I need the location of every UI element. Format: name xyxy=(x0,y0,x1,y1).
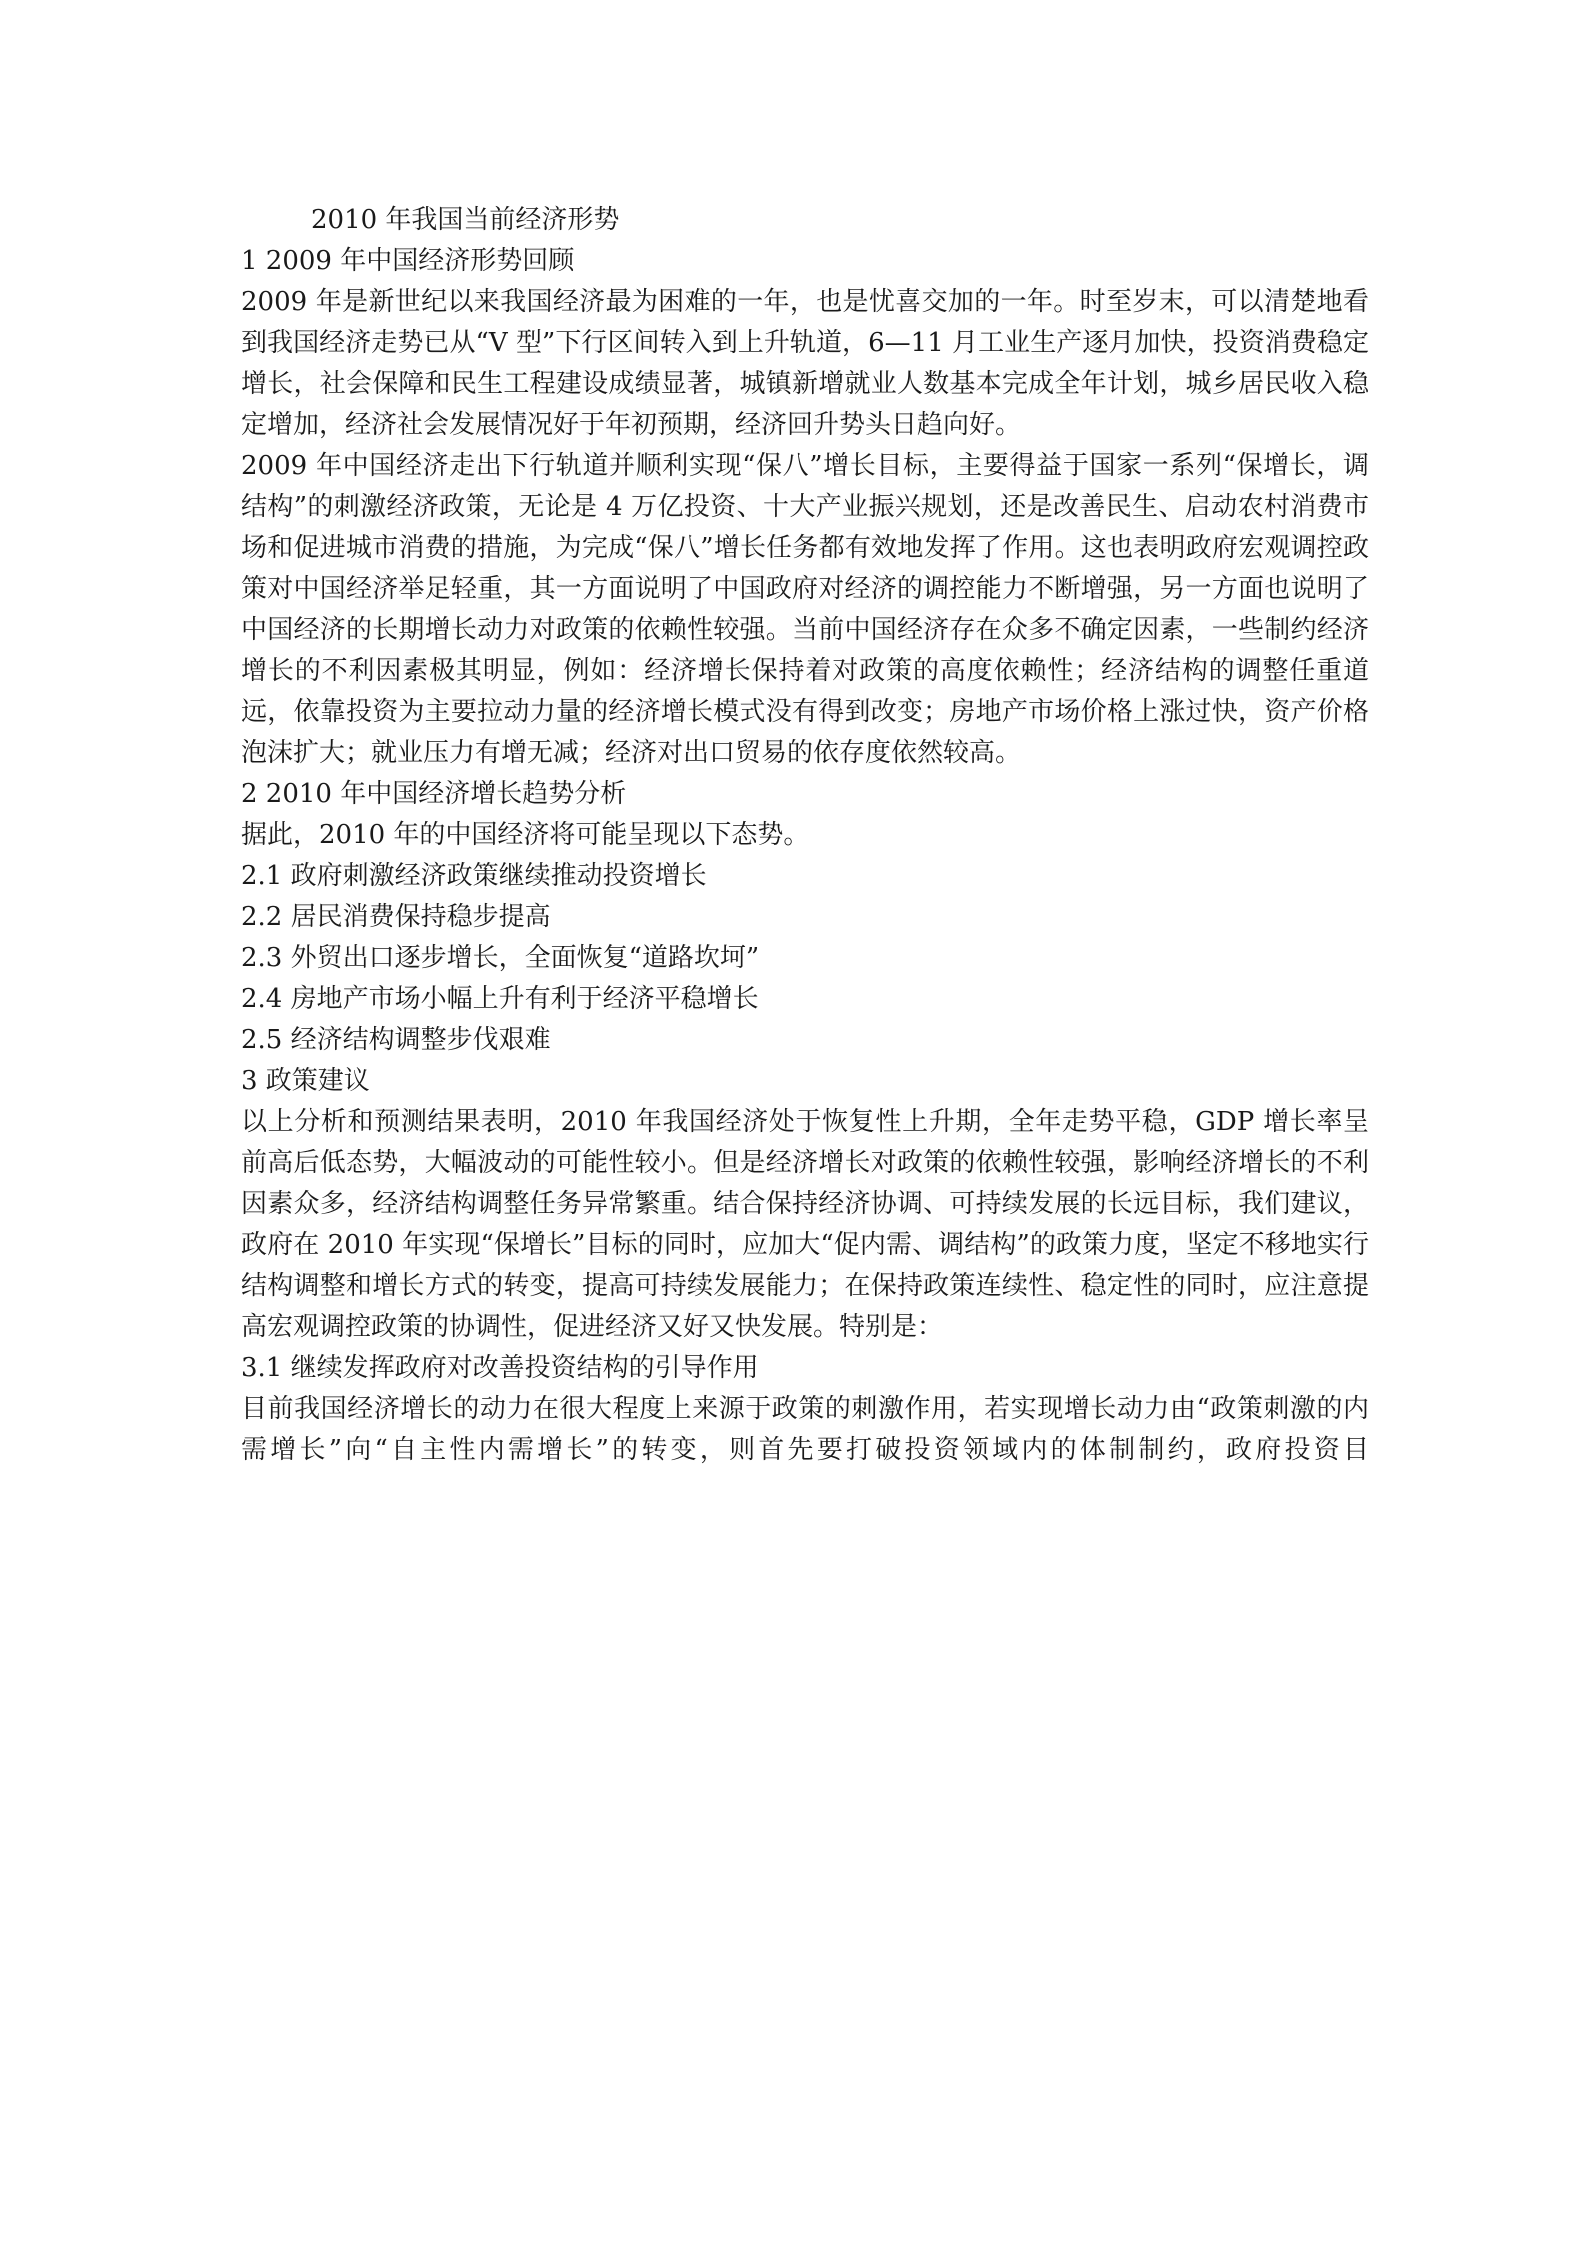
section-2-heading: 2 2010 年中国经济增长趋势分析 xyxy=(241,779,627,809)
section-2-intro: 据此，2010 年的中国经济将可能呈现以下态势。 xyxy=(241,820,810,850)
section-3-1-paragraph: 目前我国经济增长的动力在很大程度上来源于政策的刺激作用，若实现增长动力由“政策刺激的内需增长”向“自主性内需增长”的转变，则首先要打破投资领域内的体制制约，政府投资目 xyxy=(241,1394,1369,1465)
section-2-item-1: 2.1 政府刺激经济政策继续推动投资增长 xyxy=(241,861,707,891)
section-3-1-heading: 3.1 继续发挥政府对改善投资结构的引导作用 xyxy=(241,1353,759,1383)
document-body xyxy=(241,200,1369,1471)
section-2-item-3: 2.3 外贸出口逐步增长，全面恢复“道路坎坷” xyxy=(241,943,760,973)
section-2-item-2: 2.2 居民消费保持稳步提高 xyxy=(241,902,551,932)
section-1-paragraph-2: 2009 年中国经济走出下行轨道并顺利实现“保八”增长目标，主要得益于国家一系列“保增长，调结构”的刺激经济政策，无论是 4 万亿投资、十大产业振兴规划，还是改善民生、启动农村消费市场和促进城市消费的措施，为完成“保八”增长任务都有效地发挥了作用。这也表明政府宏观调控政策对中国经济举足轻重，其一方面说明了中国政府对经济的调控能力不断增强，另一方面也说明了中国经济的长期增长动力对政策的依赖性较强。当前中国经济存在众多不确定因素，一些制约经济增长的不利因素极其明显，例如：经济增长保持着对政策的高度依赖性；经济结构的调整任重道远，依靠投资为主要拉动力量的经济增长模式没有得到改变；房地产市场价格上涨过快，资产价格泡沫扩大；就业压力有增无减；经济对出口贸易的依存度依然较高。 xyxy=(241,451,1369,768)
section-3-paragraph: 以上分析和预测结果表明，2010 年我国经济处于恢复性上升期，全年走势平稳，GDP 增长率呈前高后低态势，大幅波动的可能性较小。但是经济增长对政策的依赖性较强，影响经济增长的不利因素众多，经济结构调整任务异常繁重。结合保持经济协调、可持续发展的长远目标，我们建议，政府在 2010 年实现“保增长”目标的同时，应加大“促内需、调结构”的政策力度，坚定不移地实行结构调整和增长方式的转变，提高可持续发展能力；在保持政策连续性、稳定性的同时，应注意提高宏观调控政策的协调性，促进经济又好又快发展。特别是： xyxy=(241,1107,1369,1342)
section-2-item-5: 2.5 经济结构调整步伐艰难 xyxy=(241,1025,551,1055)
section-3-heading: 3 政策建议 xyxy=(241,1066,370,1096)
section-1-paragraph-1: 2009 年是新世纪以来我国经济最为困难的一年，也是忧喜交加的一年。时至岁末，可以清楚地看到我国经济走势已从“V 型”下行区间转入到上升轨道，6—11 月工业生产逐月加快，投资消费稳定增长，社会保障和民生工程建设成绩显著，城镇新增就业人数基本完成全年计划，城乡居民收入稳定增加，经济社会发展情况好于年初预期，经济回升势头日趋向好。 xyxy=(241,287,1369,440)
section-1-heading: 1 2009 年中国经济形势回顾 xyxy=(241,246,575,276)
section-2-item-4: 2.4 房地产市场小幅上升有利于经济平稳增长 xyxy=(241,984,759,1014)
document-title: 2010 年我国当前经济形势 xyxy=(311,205,620,235)
